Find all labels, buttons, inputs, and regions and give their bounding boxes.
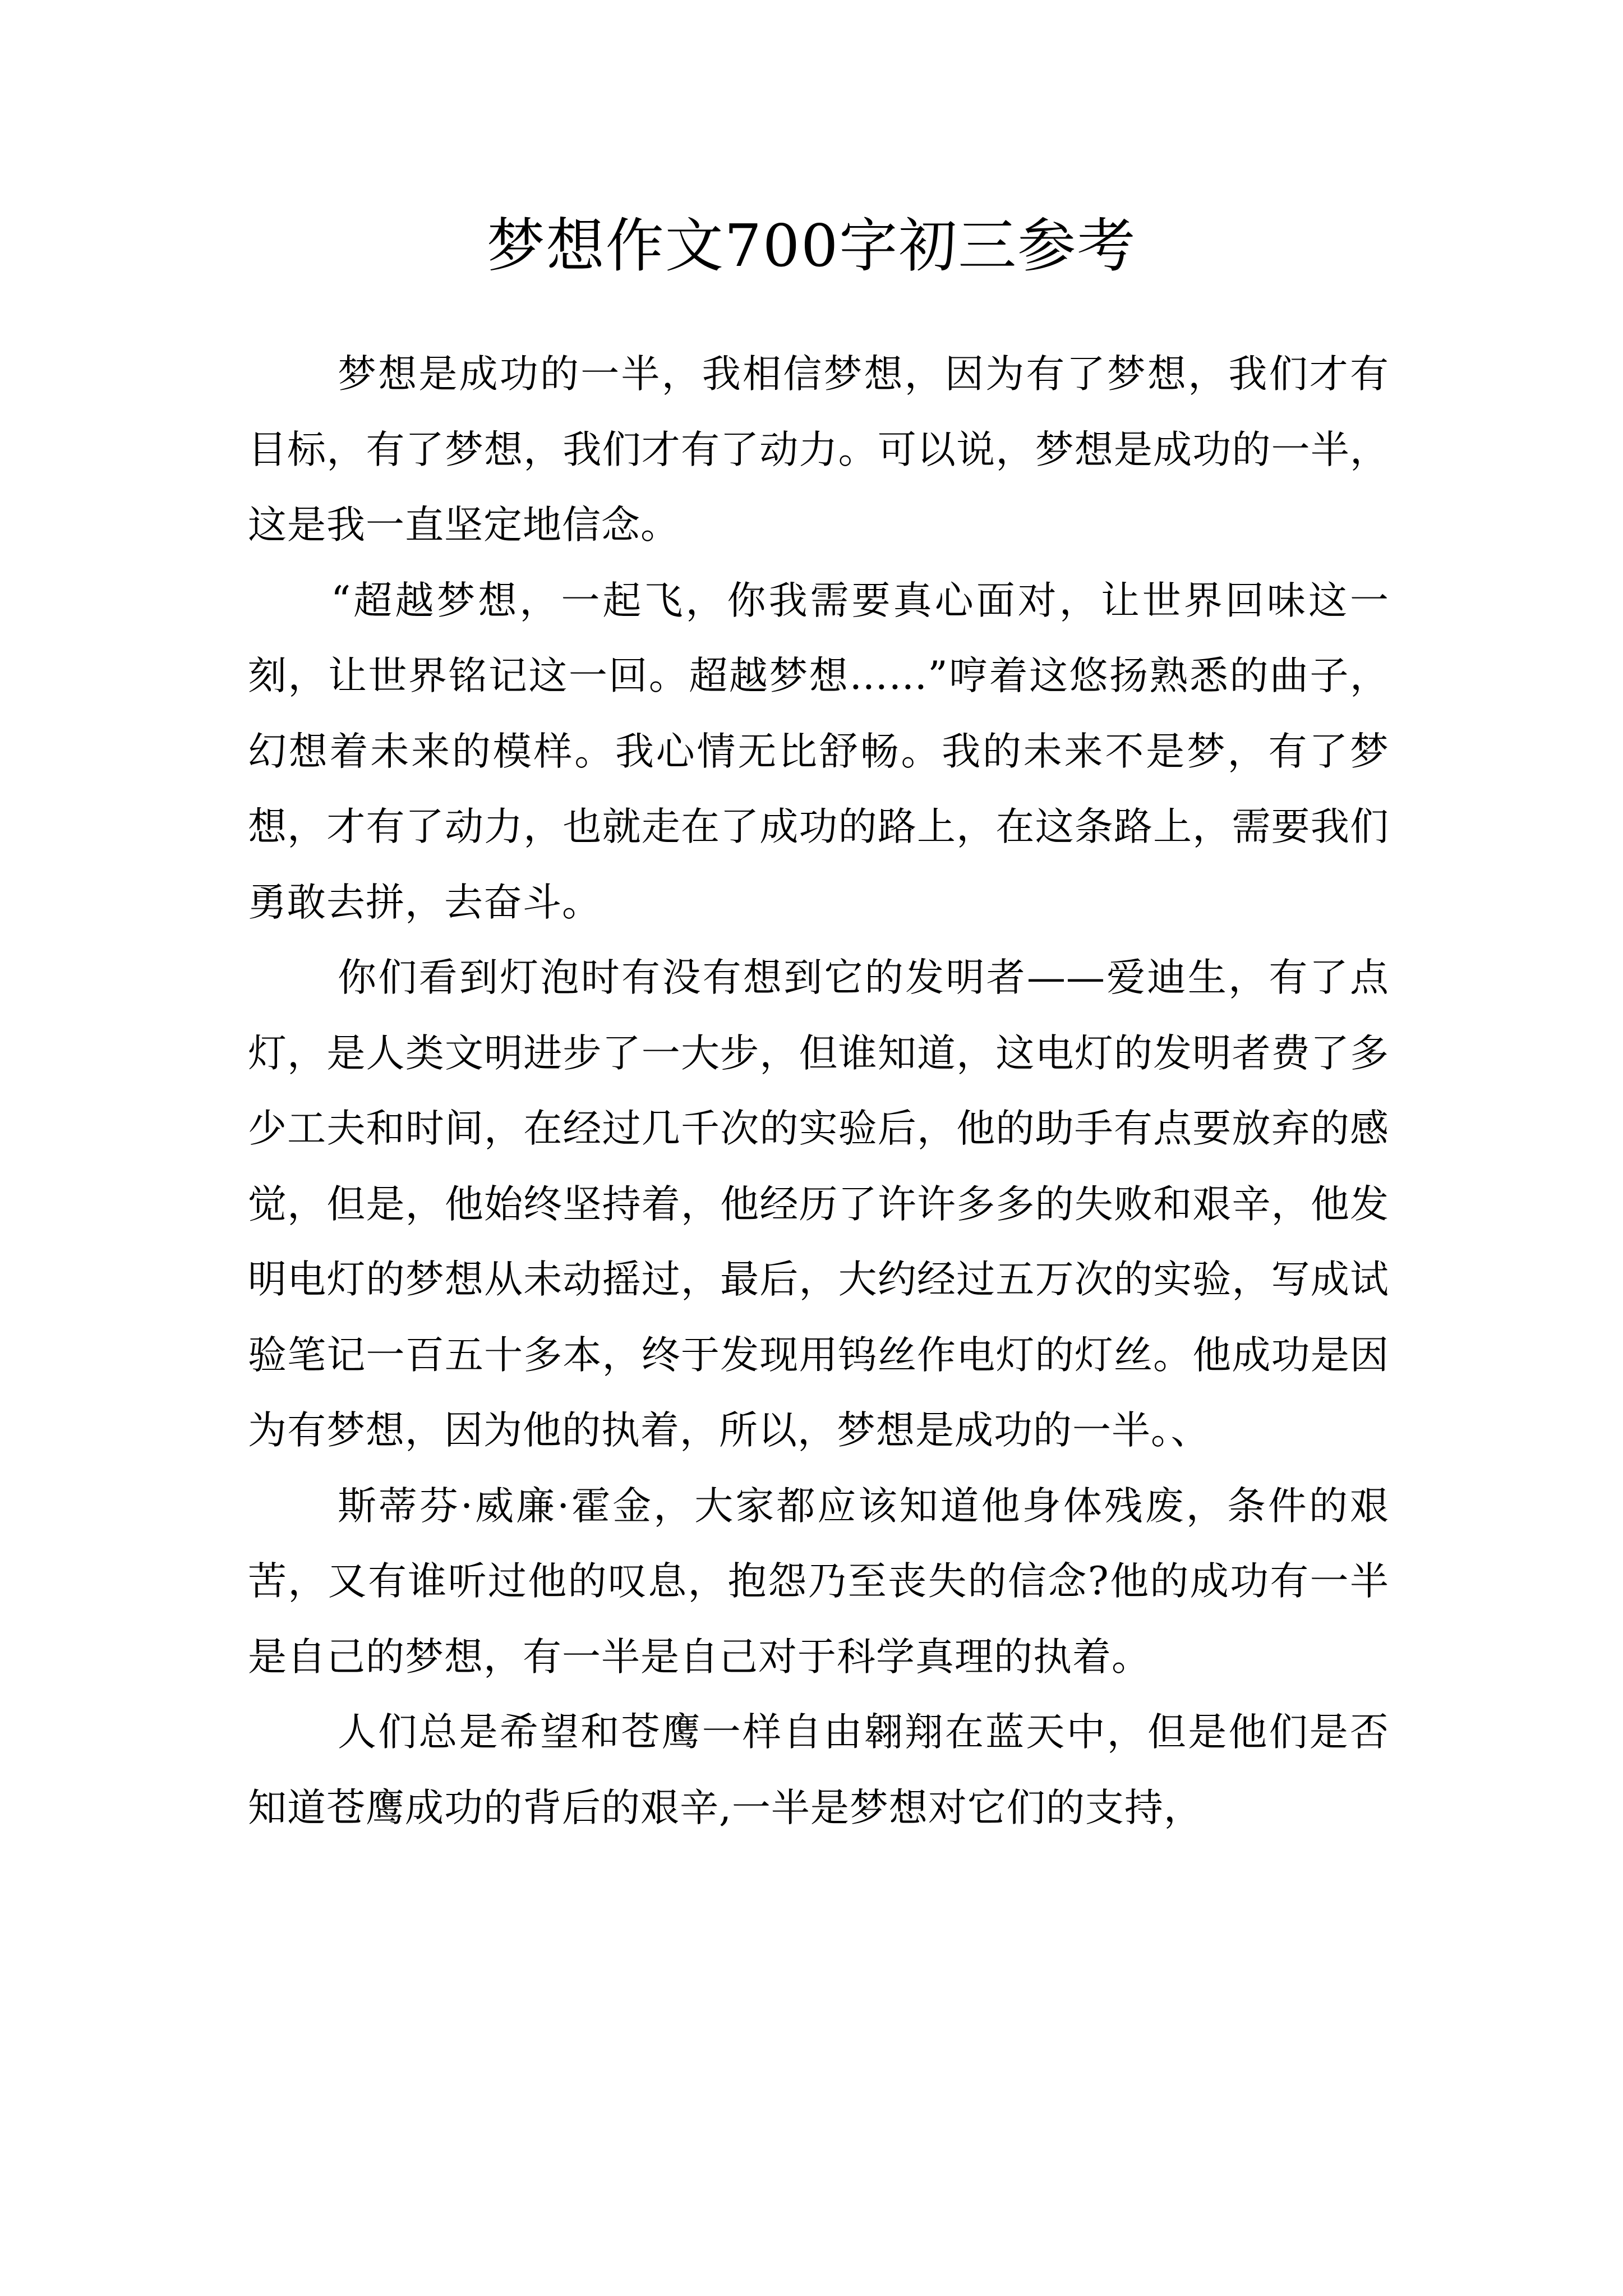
document-body	[248, 337, 1389, 1846]
paragraph-4: 斯蒂芬·威廉·霍金，大家都应该知道他身体残废，条件的艰苦，又有谁听过他的叹息，抱怨乃至丧失的信念?他的成功有一半是自己的梦想，有一半是自己对于科学真理的执着。	[248, 1483, 1389, 1680]
document-title: 梦想作文700字初三参考	[486, 211, 1137, 280]
paragraph-2: “超越梦想，一起飞，你我需要真心面对，让世界回味这一刻，让世界铭记这一回。超越梦想……”哼着这悠扬熟悉的曲子，幻想着未来的模样。我心情无比舒畅。我的未来不是梦，有了梦想，才有了动力，也就走在了成功的路上，在这条路上，需要我们勇敢去拼，去奋斗。	[248, 578, 1389, 925]
paragraph-5: 人们总是希望和苍鹰一样自由翱翔在蓝天中，但是他们是否知道苍鹰成功的背后的艰辛,一半是梦想对它们的支持，	[248, 1710, 1389, 1830]
paragraph-1: 梦想是成功的一半，我相信梦想，因为有了梦想，我们才有目标，有了梦想，我们才有了动力。可以说，梦想是成功的一半，这是我一直坚定地信念。	[248, 352, 1389, 547]
paragraph-3: 你们看到灯泡时有没有想到它的发明者——爱迪生，有了点灯，是人类文明进步了一大步，但谁知道，这电灯的发明者费了多少工夫和时间，在经过几千次的实验后，他的助手有点要放弃的感觉，但是，他始终坚持着，他经历了许许多多的失败和艰辛，他发明电灯的梦想从未动摇过，最后，大约经过五万次的实验，写成试验笔记一百五十多本，终于发现用钨丝作电灯的灯丝。他成功是因为有梦想，因为他的执着，所以，梦想是成功的一半。、	[248, 955, 1389, 1453]
